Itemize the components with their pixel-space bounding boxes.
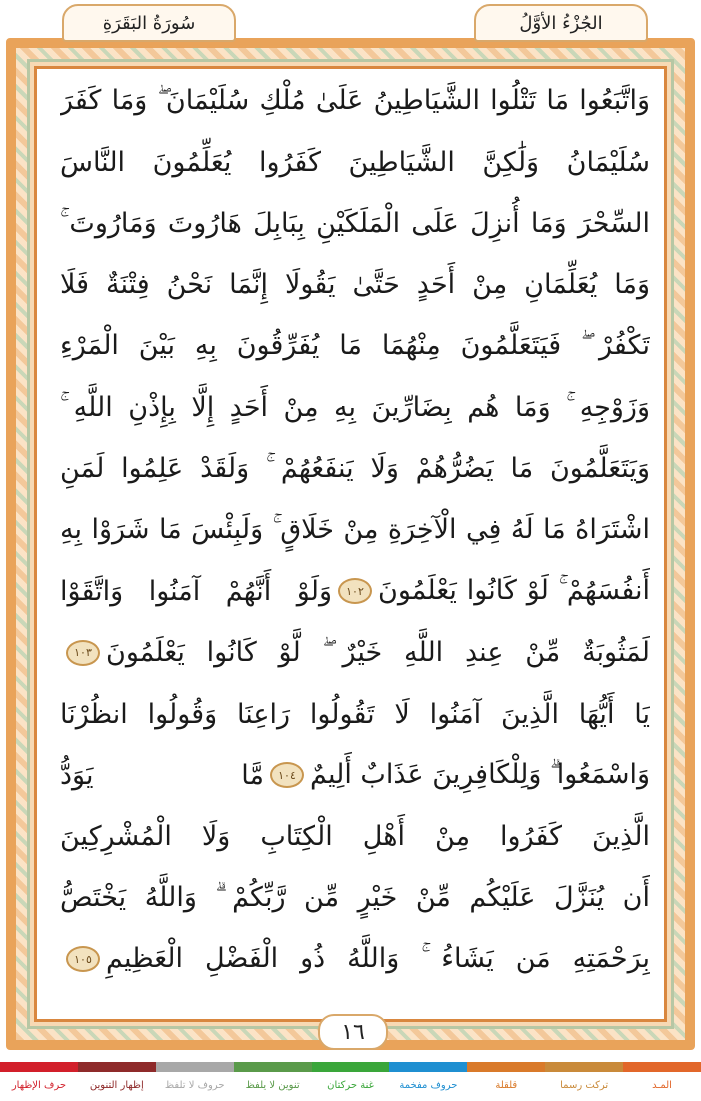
verse-text: وَاتَّبَعُوا مَا تَتْلُوا الشَّيَاطِينُ عَلَىٰ مُلْكِ سُلَيْمَانَ ۖ وَمَا كَفَرَ [60,85,650,116]
page-number-badge [318,1014,388,1050]
legend-color-swatch [467,1062,545,1072]
legend-item [78,1062,156,1101]
verse-line [60,808,650,866]
legend-label: إظهار التنوين [89,1080,144,1091]
verse-text: بِرَحْمَتِهِ مَن يَشَاءُ ۚ وَاللَّهُ ذُو الْفَضْلِ الْعَظِيمِ [106,943,650,975]
verse-text: وَزَوْجِهِ ۚ وَمَا هُم بِضَارِّينَ بِهِ مِنْ أَحَدٍ إِلَّا بِإِذْنِ اللَّهِ ۚ [60,391,650,423]
juz-header [474,4,648,42]
legend-color-swatch [156,1062,234,1072]
verse-line [60,256,650,314]
legend-item [545,1062,623,1101]
verse-line [60,133,650,191]
legend-item [389,1062,467,1101]
legend-label: غنة حركتان [327,1080,374,1091]
legend-color-swatch [623,1062,701,1072]
legend-color-swatch [0,1062,78,1072]
verse-line [60,501,650,559]
verse-text: أَنفُسَهُمْ ۚ لَوْ كَانُوا يَعْلَمُونَ [378,575,650,607]
legend-color-swatch [234,1062,312,1072]
verse-line [60,195,650,253]
verse-line [60,379,650,437]
legend-item [467,1062,545,1101]
ayah-number-marker: ١٠٤ [270,762,304,788]
verse-line [60,685,650,743]
verse-text: الَّذِينَ كَفَرُوا مِنْ أَهْلِ الْكِتَابِ وَلَا الْمُشْرِكِينَ [60,821,650,853]
verse-text: لَمَثُوبَةٌ مِّنْ عِندِ اللَّهِ خَيْرٌ ۖ لَّوْ كَانُوا يَعْلَمُونَ [106,636,650,668]
verse-text: تَكْفُرْ ۖ فَيَتَعَلَّمُونَ مِنْهُمَا مَا يُفَرِّقُونَ بِهِ بَيْنَ الْمَرْءِ [60,330,650,362]
legend-label: قلقلة [495,1080,518,1091]
ayah-number-marker: ١٠٣ [66,640,100,666]
legend-label: حرف الإظهار [11,1080,67,1091]
verse-text: أَن يُنَزَّلَ عَلَيْكُم مِّنْ خَيْرٍ مِّن رَّبِّكُمْ ۗ وَاللَّهُ يَخْتَصُّ [60,881,650,913]
legend-item [623,1062,701,1101]
legend-color-swatch [389,1062,467,1072]
page-number: ١٦ [341,1019,365,1045]
verse-text: يَا أَيُّهَا الَّذِينَ آمَنُوا لَا تَقُولُوا رَاعِنَا وَقُولُوا انظُرْنَا [60,698,650,730]
verse-line [60,624,650,682]
verse-text-continued: وَلَوْ أَنَّهُمْ آمَنُوا وَاتَّقَوْا [60,575,332,607]
legend-color-swatch [312,1062,390,1072]
verse-text: وَمَا يُعَلِّمَانِ مِنْ أَحَدٍ حَتَّىٰ يَقُولَا إِنَّمَا نَحْنُ فِتْنَةٌ فَلَا [60,269,650,301]
ayah-number-marker: ١٠٥ [66,946,100,972]
legend-item [156,1062,234,1101]
tajweed-color-legend [0,1062,701,1101]
legend-color-swatch [78,1062,156,1072]
verse-line [60,562,650,620]
verse-text: وَيَتَعَلَّمُونَ مَا يَضُرُّهُمْ وَلَا يَنفَعُهُمْ ۚ وَلَقَدْ عَلِمُوا لَمَنِ [60,452,650,484]
juz-name: الجُزْءُ الأوَّلُ [519,12,603,34]
verse-text: السِّحْرَ وَمَا أُنزِلَ عَلَى الْمَلَكَيْنِ بِبَابِلَ هَارُوتَ وَمَارُوتَ ۚ [60,207,650,239]
verse-text: وَاسْمَعُوا ۗ وَلِلْكَافِرِينَ عَذَابٌ أَلِيمٌ [309,759,650,791]
verse-text-continued: مَّا يَوَدُّ [60,759,264,791]
ayah-number-marker: ١٠٢ [338,578,372,604]
verse-line [60,869,650,927]
verse-text: سُلَيْمَانُ وَلَٰكِنَّ الشَّيَاطِينَ كَفَرُوا يُعَلِّمُونَ النَّاسَ [60,146,650,178]
legend-item [234,1062,312,1101]
legend-item [312,1062,390,1101]
legend-color-swatch [545,1062,623,1072]
verse-line [60,440,650,498]
verse-line [60,72,650,130]
verse-line [60,317,650,375]
legend-label: تركت رسما [560,1080,609,1091]
legend-item [0,1062,78,1101]
verse-line [60,930,650,988]
legend-label: تنوين لا يلفظ [245,1080,300,1091]
legend-label: المـد [652,1080,672,1091]
quran-text-block [60,72,650,992]
surah-name-header [62,4,236,42]
legend-label: حروف مفخمة [399,1080,458,1091]
legend-label: حروف لا تلفظ [164,1080,225,1091]
verse-line [60,746,650,804]
verse-text: اشْتَرَاهُ مَا لَهُ فِي الْآخِرَةِ مِنْ خَلَاقٍ ۚ وَلَبِئْسَ مَا شَرَوْا بِهِ [60,514,650,546]
surah-name: سُورَةُ البَقَرَةِ [102,12,196,34]
